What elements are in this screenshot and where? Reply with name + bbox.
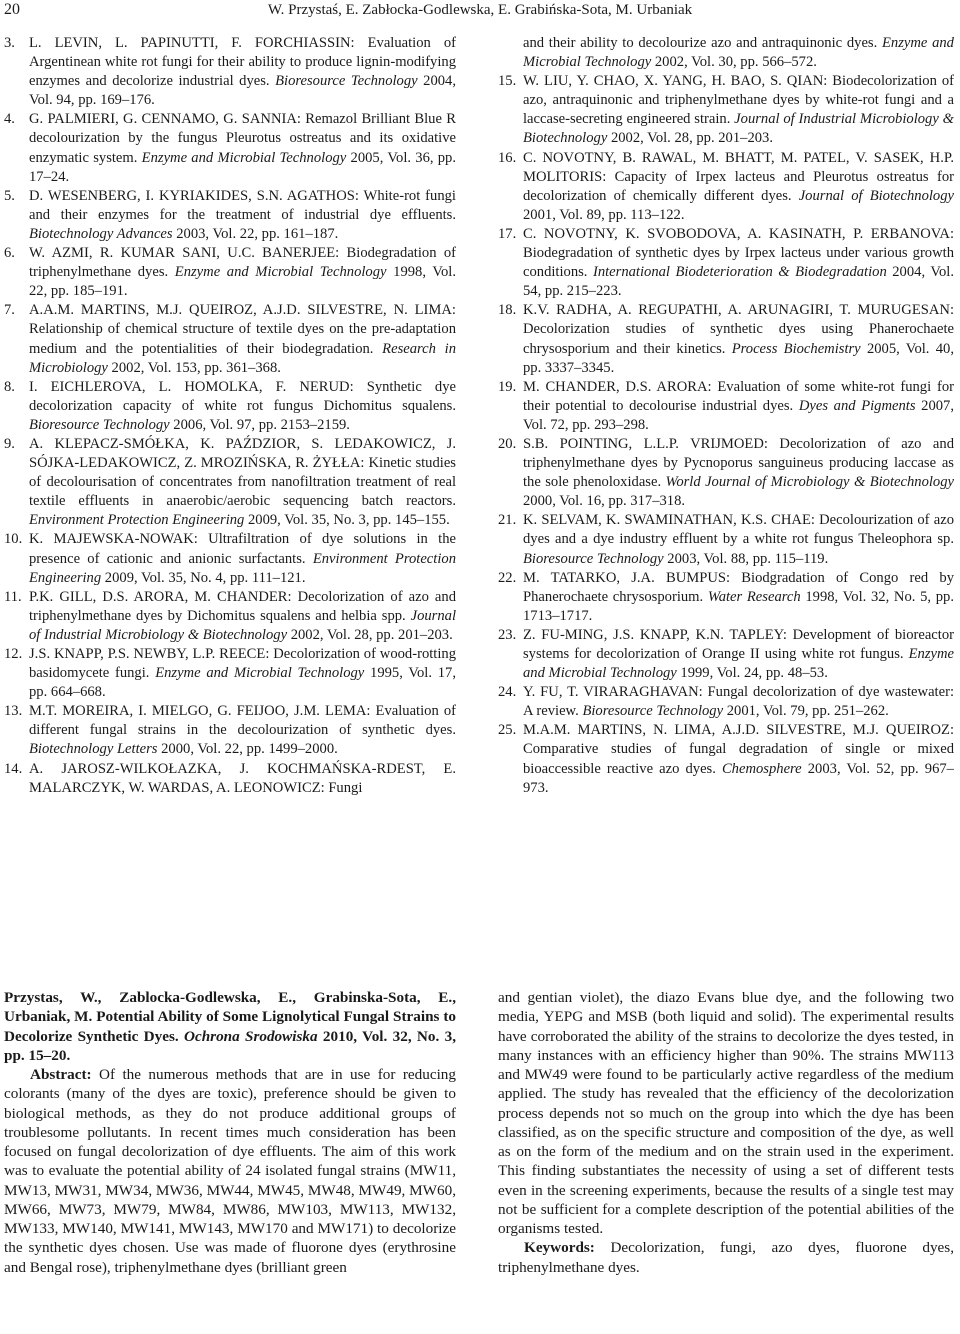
reference-segment: K. SELVAM, K. SWAMINATHAN, K.S. CHAE: Decolourization of azo dyes and a dye industry effluent by a white rot fungus Theleophora sp. (523, 512, 954, 548)
reference-number (498, 34, 523, 72)
reference-segment: 2002, Vol. 153, pp. 361–368. (107, 359, 281, 376)
reference-segment: C. NOVOTNY, K. SVOBODOVA, A. KASINATH, P. ERBANOVA: Biodegradation of synthetic dyes by Irpex lacteus under various growth conditions. (523, 225, 954, 281)
reference-segment: K.V. RADHA, A. REGUPATHI, A. ARUNAGIRI, T. MURUGESAN: Decolorization studies of synthetic dyes using Phanerochaete chrysosporium and their kinetics. (523, 302, 954, 357)
references-left-column (4, 34, 456, 798)
reference-item (4, 301, 456, 377)
reference-item (498, 569, 954, 626)
reference-text (29, 110, 456, 186)
reference-item (4, 110, 456, 186)
keywords-text: Decolorization, fungi, azo dyes, fluorone dyes, triphenylmethane dyes. (498, 1239, 954, 1276)
reference-journal: International Biodeterioration & Biodegradation (592, 264, 887, 281)
reference-text (29, 760, 456, 798)
reference-text (29, 588, 456, 645)
reference-number: 15. (498, 73, 517, 90)
reference-segment: 1995, Vol. 17, pp. 664–668. (29, 665, 456, 701)
reference-journal: Bioresource Technology (582, 703, 724, 720)
reference-text (523, 569, 954, 626)
reference-number: 24. (498, 684, 517, 701)
reference-journal: Environment Protection Engineering (29, 512, 245, 529)
reference-number: 25. (498, 722, 517, 739)
reference-segment: I. EICHLEROVA, L. HOMOLKA, F. NERUD: Synthetic dye decolorization capacity of white rot fungus Dichomitus squalens. (29, 378, 456, 414)
reference-text (523, 34, 954, 72)
reference-segment: A. JAROSZ-WILKOŁAZKA, J. KOCHMAŃSKA-RDEST, E. MALARCZYK, W. WARDAS, A. LEONOWICZ: Fungi (29, 760, 456, 796)
reference-item (4, 244, 456, 301)
references-right-column (498, 34, 954, 798)
reference-item (4, 435, 456, 530)
reference-segment: 2002, Vol. 28, pp. 201–203. (607, 130, 773, 147)
reference-text (523, 378, 954, 435)
reference-journal: Bioresource Technology (29, 416, 170, 433)
reference-item (498, 378, 954, 435)
reference-item (4, 760, 456, 798)
reference-segment: L. LEVIN, L. PAPINUTTI, F. FORCHIASSIN: Evaluation of Argentinean white rot fungi for their ability to produce lignin-modifying enzymes and decolorize industrial dyes. (29, 35, 456, 90)
reference-segment: 2009, Vol. 35, No. 4, pp. 111–121. (101, 569, 306, 586)
reference-segment: 1998, Vol. 22, pp. 185–191. (29, 264, 456, 300)
reference-number: 22. (498, 569, 517, 586)
reference-segment: M.T. MOREIRA, I. MIELGO, G. FEIJOO, J.M. LEMA: Evaluation of different fungal strains in the decolourization of synthetic dyes. (29, 703, 456, 739)
reference-journal: Enzyme and Microbial Technology (523, 35, 954, 71)
reference-journal: Enzyme and Microbial Technology (174, 264, 387, 281)
reference-segment: J.S. KNAPP, P.S. NEWBY, L.P. REECE: Decolorization of wood-rotting basidomycete fungi. (29, 646, 456, 682)
reference-number: 10. (4, 531, 23, 548)
reference-journal: Enzyme and Microbial Technology (155, 665, 365, 682)
reference-journal: Journal of Biotechnology (798, 187, 954, 204)
reference-number: 6. (4, 245, 15, 262)
reference-segment: 2002, Vol. 28, pp. 201–203. (287, 626, 453, 643)
reference-journal: Bioresource Technology (275, 73, 418, 90)
reference-number: 18. (498, 302, 517, 319)
reference-item (498, 511, 954, 568)
reference-text (523, 301, 954, 377)
reference-journal: Process Biochemistry (731, 340, 861, 357)
reference-segment: P.K. GILL, D.S. ARORA, M. CHANDER: Decolorization of azo and triphenylmethane dyes by Dichomitus squalens and helbia spp. (29, 588, 456, 624)
reference-text (523, 149, 954, 225)
reference-journal: Research in Microbiology (29, 340, 456, 376)
reference-text (29, 435, 456, 530)
reference-segment: 2000, Vol. 16, pp. 317–318. (523, 493, 686, 510)
reference-number: 13. (4, 703, 23, 720)
reference-text (29, 187, 456, 244)
reference-item (498, 149, 954, 225)
reference-item (498, 34, 954, 72)
page-number: 20 (4, 1, 20, 18)
reference-text (29, 378, 456, 435)
reference-text (29, 301, 456, 377)
reference-segment: 2004, Vol. 94, pp. 169–176. (29, 73, 456, 109)
reference-number: 7. (4, 302, 15, 319)
reference-segment: 2003, Vol. 22, pp. 161–187. (172, 225, 339, 242)
reference-journal: Biotechnology Advances (29, 225, 173, 242)
reference-item (4, 187, 456, 244)
reference-segment: 2004, Vol. 54, pp. 215–223. (523, 264, 954, 300)
page-header (0, 0, 960, 26)
reference-journal: Biotechnology Letters (29, 741, 158, 758)
reference-item (498, 225, 954, 301)
abstract-text-left: Of the numerous methods that are in use for reducing colorants (many of the dyes are toxic), preference should be given to biological methods, as they do not produce additional groups of troublesome pollutants. In recent times much consideration has been focused on fungal decolorization of dye effluents. The aim of this work was to evaluate the potential ability of 24 isolated fungal strains (MW11, MW13, MW31, MW34, MW36, MW44, MW45, MW48, MW49, MW60, MW66, MW73, MW79, MW84, MW86, MW103, MW113, MW132, MW133, MW140, MW141, MW143, MW170 and MW171) to decolorize the synthetic dyes chosen. Use was made of fluorone dyes (erythrosine and Bengal rose), triphenylmethane dyes (brilliant green (4, 1066, 456, 1276)
reference-segment: 2002, Vol. 30, pp. 566–572. (651, 54, 817, 71)
reference-segment: 2007, Vol. 72, pp. 293–298. (523, 397, 954, 433)
reference-text (523, 511, 954, 568)
reference-segment: G. PALMIERI, G. CENNAMO, G. SANNIA: Remazol Brilliant Blue R decolourization by the fungus Pleurotus ostreatus and its oxidative enzymatic system. (29, 111, 456, 166)
reference-text (523, 225, 954, 301)
reference-segment: Y. FU, T. VIRARAGHAVAN: Fungal decolorization of dye wastewater: A review. (523, 684, 954, 720)
reference-journal: Environment Protection Engineering (29, 550, 456, 586)
reference-text (29, 645, 456, 702)
reference-text (523, 72, 954, 148)
reference-item (4, 588, 456, 645)
reference-item (498, 683, 954, 721)
reference-segment: Z. FU-MING, J.S. KNAPP, K.N. TAPLEY: Development of bioreactor systems for decolorization of Orange II using white rot fungus. (523, 626, 954, 662)
reference-segment: D. WESENBERG, I. KYRIAKIDES, S.N. AGATHOS: White-rot fungi and their enzymes for the treatment of industrial dye effluents. (29, 187, 456, 223)
reference-journal: Bioresource Technology (523, 550, 664, 567)
citation-details: 2010, Vol. 32, No. 3, pp. 15–20. (4, 1027, 456, 1064)
reference-item (498, 301, 954, 377)
reference-item (4, 645, 456, 702)
reference-text (523, 721, 954, 797)
reference-segment: 2003, Vol. 88, pp. 115–119. (663, 550, 829, 567)
citation-journal: Ochrona Srodowiska (184, 1027, 318, 1045)
reference-text (29, 34, 456, 110)
reference-number: 3. (4, 35, 15, 51)
reference-segment: K. MAJEWSKA-NOWAK: Ultrafiltration of dye solutions in the presence of cationic and anionic surfactants. (29, 531, 456, 567)
reference-text (523, 435, 954, 511)
reference-number: 20. (498, 435, 517, 452)
reference-segment: W. LIU, Y. CHAO, X. YANG, H. BAO, S. QIAN: Biodecolorization of azo, antraquinonic and triphenylmethane dyes by white-rot fungi and a laccase-secreting engineered strain. (523, 73, 954, 128)
reference-number: 11. (4, 588, 22, 605)
reference-item (498, 626, 954, 683)
reference-number: 14. (4, 760, 23, 777)
reference-segment: 2000, Vol. 22, pp. 1499–2000. (157, 741, 338, 758)
reference-number: 5. (4, 187, 15, 204)
reference-item (4, 530, 456, 587)
reference-item (4, 34, 456, 110)
reference-number: 12. (4, 646, 23, 662)
abstract-left-column (4, 988, 456, 1277)
abstract-continuation: and gentian violet), the diazo Evans blue dye, and the following two media, YEPG and MSB (both liquid and solid). The experimental results have corroborated the ability of the strains to decolorize the dyes tested, in many instances with an efficiency higher than 90%. The strains MW113 and MW49 were found to be particularly active regardless of the medium applied. The study has revealed that the efficiency of the decolorization process depends not so much on the group into which the dye has been classified, as on the specific structure and composition of the dye, as well as on the form of the medium and on the strain used in the experiment. This finding substantiates the necessity of using a set of different tests even in the screening experiments, because the results of a single test may not be sufficient for a complete description of the potential abilities of the organisms tested. (498, 989, 954, 1237)
reference-number: 17. (498, 225, 517, 242)
reference-segment: and their ability to decolourize azo and antraquinonic dyes. (523, 35, 882, 51)
reference-segment: S.B. POINTING, L.L.P. VRIJMOED: Decolorization of azo and triphenylmethane dyes by Pycnoporus sanguineus producing laccase as the sole phenoloxidase. (523, 435, 954, 491)
reference-segment: M. TATARKO, J.A. BUMPUS: Biodgradation of Congo red by Phanerochaete chrysosporium. (523, 569, 954, 605)
reference-text (523, 626, 954, 683)
reference-number: 16. (498, 149, 517, 166)
reference-journal: World Journal of Microbiology & Biotechnology (665, 474, 954, 491)
reference-number: 4. (4, 111, 15, 128)
reference-item (498, 435, 954, 511)
reference-number: 9. (4, 435, 15, 452)
reference-number: 23. (498, 626, 517, 643)
reference-journal: Enzyme and Microbial Technology (141, 149, 347, 166)
reference-segment: 1998, Vol. 32, No. 5, pp. 1713–1717. (523, 588, 954, 624)
reference-item (498, 72, 954, 148)
reference-journal: Enzyme and Microbial Technology (523, 646, 954, 682)
reference-segment: A. KLEPACZ-SMÓŁKA, K. PAŹDZIOR, S. LEDAKOWICZ, J. SÓJKA-LEDAKOWICZ, Z. MROZIŃSKA, R. ŻYŁŁA: Kinetic studies of decolourisation of concentrates from nanofiltration treatment of real textile effluents in anaerobic/aerobic sequencing batch reactors. (29, 435, 456, 510)
reference-journal: Journal of Industrial Microbiology & Biotechnology (523, 111, 954, 147)
reference-journal: Chemosphere (721, 760, 802, 777)
reference-segment: 2006, Vol. 97, pp. 2153–2159. (169, 416, 350, 433)
reference-segment: 2009, Vol. 35, No. 3, pp. 145–155. (244, 512, 450, 529)
reference-segment: 2003, Vol. 52, pp. 967–973. (523, 760, 954, 796)
reference-journal: Water Research (707, 588, 801, 605)
reference-segment: 2005, Vol. 36, pp. 17–24. (29, 149, 457, 185)
reference-segment: C. NOVOTNY, B. RAWAL, M. BHATT, M. PATEL, V. SASEK, H.P. MOLITORIS: Capacity of Irpex lacteus and Pleurotus ostreatus for decolorization of chemically different dyes. (523, 149, 954, 204)
reference-segment: 2005, Vol. 40, pp. 3337–3345. (523, 340, 954, 376)
reference-item (4, 378, 456, 435)
abstract-paragraph (4, 1065, 456, 1277)
reference-item (4, 702, 456, 759)
reference-segment: W. AZMI, R. KUMAR SANI, U.C. BANERJEE: Biodegradation of triphenylmethane dyes. (29, 245, 456, 281)
reference-segment: M. CHANDER, D.S. ARORA: Evaluation of some white-rot fungi for their potential to decolourise industrial dyes. (523, 378, 954, 414)
citation-text: Przystas, W., Zablocka-Godlewska, E., Grabinska-Sota, E., Urbaniak, M. Potential Ability of Some Lignolytical Fungal Strains to Decolorize Synthetic Dyes. (4, 989, 456, 1045)
reference-journal: Dyes and Pigments (798, 397, 916, 414)
reference-text (29, 530, 456, 587)
reference-text (29, 702, 456, 759)
reference-number: 8. (4, 378, 15, 395)
abstract-right-column (498, 988, 954, 1277)
citation (4, 988, 456, 1065)
reference-segment: M.A.M. MARTINS, N. LIMA, A.J.D. SILVESTRE, M.J. QUEIROZ: Comparative studies of fungal degradation of single or mixed bioaccessible reactive azo dyes. (523, 722, 954, 777)
keywords-paragraph (498, 1238, 954, 1277)
reference-segment: 2001, Vol. 79, pp. 251–262. (723, 703, 889, 720)
reference-segment: 2001, Vol. 89, pp. 113–122. (523, 206, 685, 223)
reference-segment: 1999, Vol. 24, pp. 48–53. (676, 665, 828, 682)
reference-journal: Journal of Industrial Microbiology & Biotechnology (29, 607, 456, 643)
reference-text (523, 683, 954, 721)
reference-segment: A.A.M. MARTINS, M.J. QUEIROZ, A.J.D. SILVESTRE, N. LIMA: Relationship of chemical structure of textile dyes on the pre-adaptation medium and the potentialities of their biodegradation. (29, 302, 456, 357)
reference-number: 19. (498, 378, 517, 395)
abstract-label: Abstract: (30, 1066, 92, 1083)
reference-text (29, 244, 456, 301)
reference-item (498, 721, 954, 797)
reference-number: 21. (498, 512, 517, 529)
running-title: W. Przystaś, E. Zabłocka-Godlewska, E. Grabińska-Sota, M. Urbaniak (267, 2, 693, 18)
keywords-label: Keywords: (524, 1239, 595, 1257)
